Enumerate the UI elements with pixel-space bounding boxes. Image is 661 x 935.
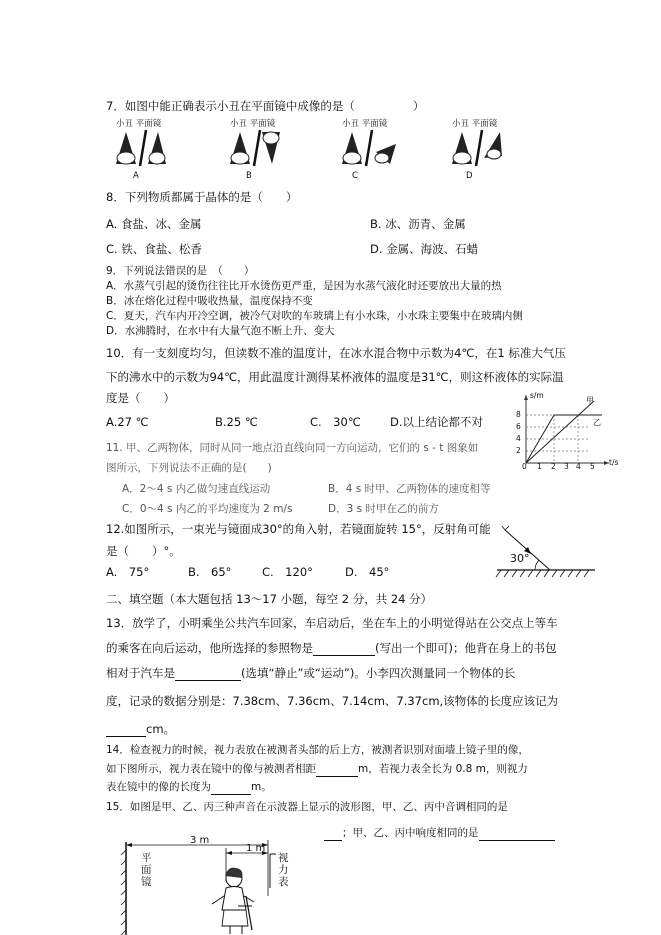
section2-heading: 二、填空题（本大题包括 13～17 小题，每空 2 分，共 24 分）: [106, 592, 433, 606]
st-graph-ytick-6: 6: [516, 422, 521, 431]
st-graph-yi-label: 乙: [593, 418, 601, 427]
q13-blank-reference[interactable]: [313, 641, 375, 656]
q7-d-drawing: [448, 128, 504, 168]
q12-option-a: A. 75°: [106, 565, 150, 579]
q7-b-drawing: [226, 128, 282, 168]
q7-a-drawing: [112, 128, 168, 168]
eye-fig-mirror-label: 平面镜: [141, 852, 152, 888]
st-graph-xtick-5: 5: [590, 462, 595, 471]
q7-stem: [106, 99, 424, 113]
st-graph-jia-label: 甲: [586, 396, 594, 405]
q14-line2b: m，若视力表全长为 0.8 m，则视力: [358, 763, 528, 775]
q13-line3: [106, 666, 515, 681]
q11-line2: 图所示，下列说法不正确的是( ): [106, 462, 272, 474]
eye-fig-chart-label: 视力表: [278, 852, 289, 888]
q15-line2-text: ；甲、乙、丙中响度相同的是: [342, 827, 479, 839]
st-graph-xtick-1: 1: [537, 462, 542, 471]
q11-option-c: C．0～4 s 内乙的平均速度为 2 m/s: [122, 503, 293, 515]
q11-option-d: D．3 s 时甲在乙的前方: [328, 503, 439, 515]
q7-a-top-label: 小丑 平面镜: [116, 119, 162, 129]
q10-option-b: B.25 ℃: [215, 415, 258, 429]
q14-blank-distance[interactable]: [316, 762, 358, 777]
q11-option-b: B．4 s 时甲、乙两物体的速度相等: [328, 483, 491, 495]
q14-line2: [106, 762, 528, 777]
q7-d-top-label: 小丑 平面镜: [452, 119, 498, 129]
q14-line3b: m。: [251, 781, 272, 793]
st-graph-ytick-4: 4: [516, 434, 521, 443]
q13-line3b: (选填“静止”或“运动”)。小李四次测量同一个物体的长: [241, 666, 516, 680]
st-graph-ytick-8: 8: [516, 410, 521, 419]
q8-option-c: C. 铁、食盐、松香: [106, 242, 202, 256]
q7-stem-end: ）: [412, 99, 425, 113]
q15-line1: 15．如图是甲、乙、丙三种声音在示波器上显示的波形图，甲、乙、丙中音调相同的是: [106, 801, 508, 813]
q12-option-c: C. 120°: [262, 565, 313, 579]
q13-line5-unit: cm。: [146, 722, 176, 736]
q9-stem: 9．下列说法错误的是 （ ）: [106, 265, 255, 277]
q10-option-c: C. 30℃: [310, 415, 361, 429]
q8-option-b: B. 冰、沥青、金属: [370, 217, 466, 231]
q11-line1: 11. 甲、乙两物体，同时从同一地点沿直线向同一方向运动，它们的 s - t 图象如: [106, 442, 479, 454]
q15-line2: [324, 826, 555, 841]
q14-line1: 14．检查视力的时候，视力表放在被测者头部的后上方，被测者识别对面墙上镜子里的像，: [106, 744, 529, 756]
q7-c-drawing: [338, 128, 398, 168]
q10-line1: 10．有一支刻度均匀，但读数不准的温度计，在冰水混合物中示数为4℃，在1 标准大气压: [106, 346, 566, 360]
eye-fig-1m-label: 1 m: [246, 843, 266, 854]
q8-option-a: A. 食盐、冰、金属: [106, 217, 202, 231]
q7-a-letter: A: [133, 171, 139, 181]
eye-fig-3m-label: 3 m: [190, 835, 210, 846]
q8-option-d: D. 金属、海波、石蜡: [370, 242, 479, 256]
q14-line3a: 表在镜中的像的长度为: [106, 781, 211, 793]
q10-line3: 度是（ ）: [106, 391, 175, 405]
q15-blank-pitch[interactable]: [324, 826, 342, 841]
q12-line1: 12.如图所示，一束光与镜面成30°的角入射，若镜面旋转 15°，反射角可能: [106, 522, 491, 536]
q7-b-top-label: 小丑 平面镜: [230, 119, 276, 129]
st-graph-plot: [514, 393, 614, 473]
q7-b-letter: B: [246, 171, 252, 181]
st-graph-ylabel: s/m: [530, 391, 544, 400]
q7-c-letter: C: [352, 171, 358, 181]
st-graph-xtick-2: 2: [551, 462, 556, 471]
q9-option-d: D．水沸腾时，在水中有大量气泡不断上升、变大: [106, 325, 335, 337]
q10-option-d: D.以上结论都不对: [390, 415, 484, 429]
q10-option-a: A.27 ℃: [106, 415, 149, 429]
q8-stem: 8．下列物质都属于晶体的是（ ）: [106, 190, 298, 204]
st-graph-ytick-2: 2: [516, 446, 521, 455]
q9-option-b: B．冰在熔化过程中吸收热量，温度保持不变: [106, 295, 313, 307]
q13-line5: [106, 722, 175, 737]
q14-line3: [106, 780, 272, 795]
st-graph-xtick-4: 4: [576, 462, 581, 471]
q9-option-a: A．水蒸气引起的烫伤往往比开水烫伤更严重，是因为水蒸气液化时还要放出大量的热: [106, 280, 502, 292]
q13-line4: 度，记录的数据分别是：7.38cm、7.36cm、7.14cm、7.37cm,该物体的长度应该记为: [106, 694, 559, 708]
q13-blank-length[interactable]: [106, 722, 146, 737]
q13-line2: [106, 641, 556, 656]
st-graph-xtick-3: 3: [564, 462, 569, 471]
q7-c-top-label: 小丑 平面镜: [342, 119, 388, 129]
q9-option-c: C．夏天，汽车内开冷空调，被冷气对吹的车玻璃上有小水珠，小水珠主要集中在玻璃内侧: [106, 310, 523, 322]
q7-d-letter: D: [466, 171, 473, 181]
q12-option-d: D. 45°: [345, 565, 390, 579]
q13-line2a: 的乘客在向后运动，他所选择的参照物是: [106, 641, 313, 655]
q13-line2b: (写出一个即可)；他背在身上的书包: [375, 641, 557, 655]
q12-angle-label: 30°: [510, 552, 530, 565]
q12-line2: 是（ ）°。: [106, 544, 181, 558]
q13-line3a: 相对于汽车是: [106, 666, 175, 680]
q13-blank-motion[interactable]: [175, 666, 241, 681]
st-graph-xtick-0: 0: [522, 462, 527, 471]
q11-option-a: A．2～4 s 内乙做匀速直线运动: [122, 483, 271, 495]
q15-blank-loudness[interactable]: [479, 826, 555, 841]
q7-stem-text: 7．如图中能正确表示小丑在平面镜中成像的是（: [106, 99, 355, 113]
q10-line2: 下的沸水中的示数为94℃，用此温度计测得某杯液体的温度是31℃，则这杯液体的实际温: [106, 370, 564, 384]
q14-blank-image-length[interactable]: [211, 780, 251, 795]
st-graph-xlabel: t/s: [609, 458, 619, 467]
q13-line1: 13．放学了，小明乘坐公共汽车回家，车启动后，坐在车上的小明觉得站在公交点上等车: [106, 616, 558, 630]
q12-option-b: B. 65°: [188, 565, 232, 579]
q14-line2a: 如下图所示，视力表在镜中的像与被测者相距: [106, 763, 316, 775]
